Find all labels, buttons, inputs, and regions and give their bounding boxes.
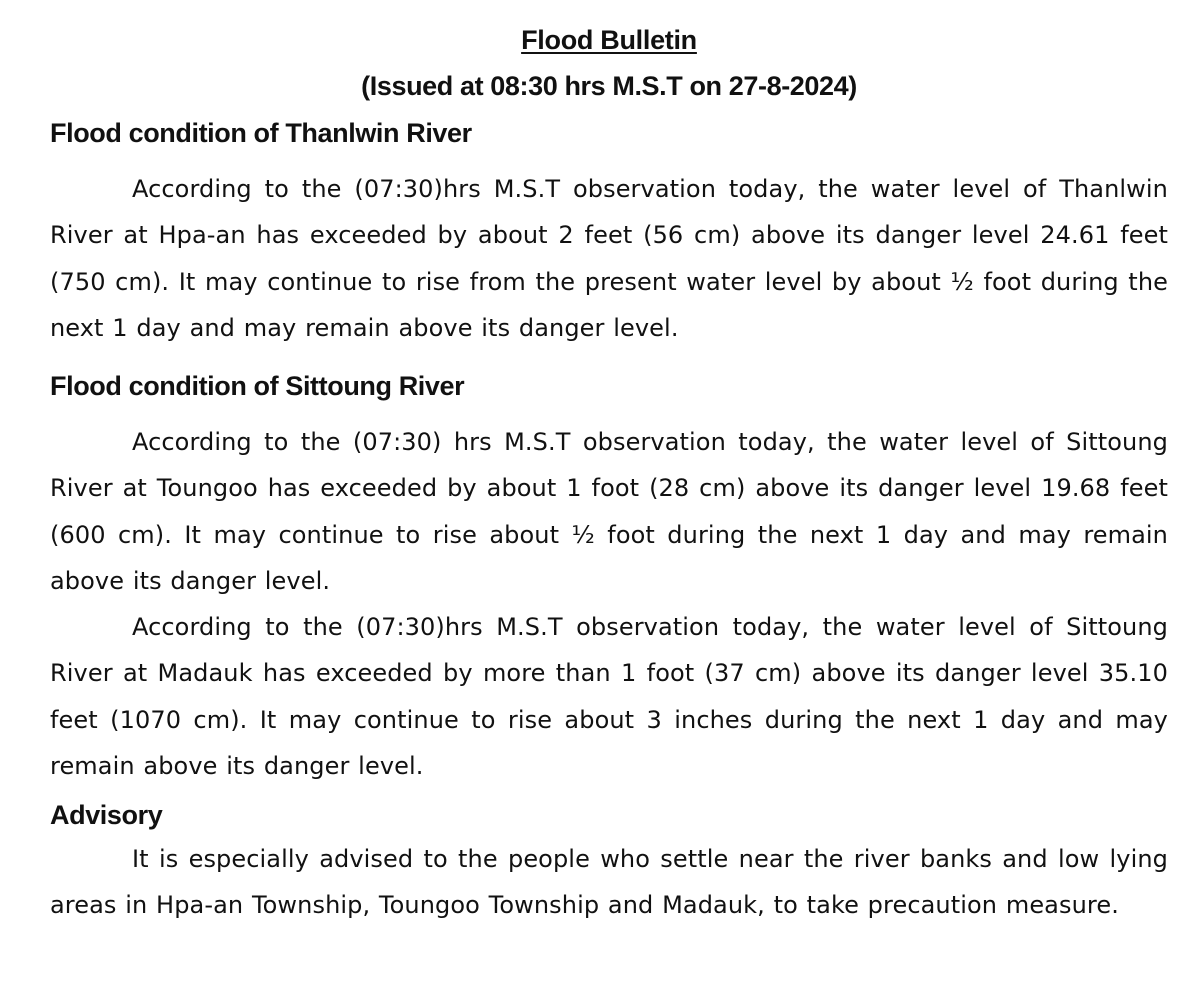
- bulletin-issued-line: (Issued at 08:30 hrs M.S.T on 27-8-2024): [361, 71, 857, 101]
- flood-bulletin-document: [50, 0, 1168, 1000]
- section-heading-sittoung: Flood condition of Sittoung River: [50, 371, 465, 401]
- paragraph-advisory: It is especially advised to the people who settle near the river banks and low lying areas in Hpa-an Township, Toungoo Township and Madauk, to take precaution measure.: [50, 845, 1168, 920]
- section-heading-advisory: Advisory: [50, 800, 163, 830]
- paragraph-sittoung-madauk: According to the (07:30)hrs M.S.T observation today, the water level of Sittoung River at Madauk has exceeded by more than 1 foot (37 cm) above its danger level 35.10 feet (1070 cm). It may continue to rise about 3 inches during the next 1 day and may remain above its danger level.: [50, 613, 1168, 780]
- bulletin-title-text: Flood Bulletin: [521, 25, 697, 55]
- bulletin-title: [50, 20, 1168, 60]
- section-heading-thanlwin: Flood condition of Thanlwin River: [50, 118, 472, 148]
- paragraph-thanlwin-hpa-an: According to the (07:30)hrs M.S.T observation today, the water level of Thanlwin River at Hpa-an has exceeded by about 2 feet (56 cm) above its danger level 24.61 feet (750 cm). It may continue to rise from the present water level by about ½ foot during the next 1 day and may remain above its danger level.: [50, 175, 1168, 342]
- paragraph-sittoung-toungoo: According to the (07:30) hrs M.S.T observation today, the water level of Sittoung River at Toungoo has exceeded by about 1 foot (28 cm) above its danger level 19.68 feet (600 cm). It may continue to rise about ½ foot during the next 1 day and may remain above its danger level.: [50, 428, 1168, 595]
